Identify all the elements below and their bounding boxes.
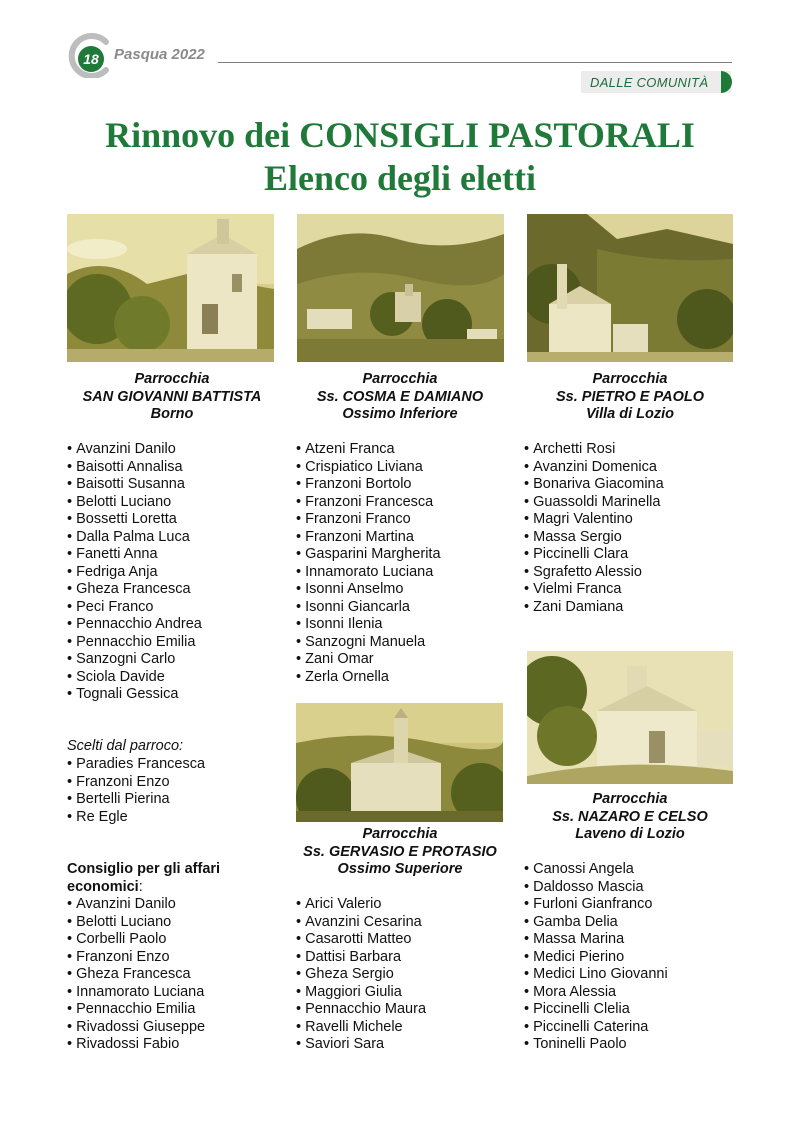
list-item: • Casarotti Matteo — [296, 931, 426, 949]
list-item: • Innamorato Luciana — [67, 984, 205, 1002]
parish-label: Parrocchia — [592, 371, 668, 387]
list-item: • Franzoni Enzo — [67, 949, 205, 967]
list-item: • Isonni Anselmo — [296, 581, 441, 599]
list-item: • Franzoni Martina — [296, 529, 441, 547]
list-item: • Zani Omar — [296, 651, 441, 669]
list-item: • Atzeni Franca — [296, 441, 441, 459]
list-item: • Rivadossi Giuseppe — [67, 1019, 205, 1037]
list-item: • Ravelli Michele — [296, 1019, 426, 1037]
list-item: • Zani Damiana — [524, 599, 664, 617]
members-list-ossimo-superiore — [296, 896, 426, 1054]
parish-name: Ss. COSMA E DAMIANO — [316, 388, 484, 405]
list-item: • Baisotti Annalisa — [67, 459, 202, 477]
issue-title: Pasqua 2022 — [114, 46, 205, 63]
photo-ossimo-superiore — [296, 703, 503, 822]
list-item: • Vielmi Franca — [524, 581, 664, 599]
chosen-list-borno — [67, 756, 205, 826]
list-item: • Isonni Ilenia — [296, 616, 441, 634]
list-item: • Franzoni Enzo — [67, 774, 205, 792]
parish-name: Ss. GERVASIO E PROTASIO — [303, 843, 497, 860]
list-item: • Furloni Gianfranco — [524, 896, 668, 914]
parish-name: SAN GIOVANNI BATTISTA — [82, 388, 262, 405]
list-item: • Magri Valentino — [524, 511, 664, 529]
parish-label: Parrocchia — [362, 371, 438, 387]
list-item: • Pennacchio Emilia — [67, 634, 202, 652]
parish-heading-villa-di-lozio — [515, 371, 745, 424]
list-item: • Dattisi Barbara — [296, 949, 426, 967]
parish-heading-ossimo-inferiore — [285, 371, 515, 424]
list-item: • Rivadossi Fabio — [67, 1036, 205, 1054]
members-list-ossimo-inferiore — [296, 441, 441, 686]
parish-name: Ss. PIETRO E PAOLO — [556, 388, 704, 405]
members-list-borno — [67, 441, 202, 704]
council-heading-text: Consiglio per gli affari economici — [67, 861, 221, 895]
list-item: • Sgrafetto Alessio — [524, 564, 664, 582]
list-item: • Franzoni Bortolo — [296, 476, 441, 494]
parish-place: Ossimo Inferiore — [342, 406, 458, 422]
list-item: • Avanzini Domenica — [524, 459, 664, 477]
parish-label: Parrocchia — [592, 791, 668, 807]
list-item: • Corbelli Paolo — [67, 931, 205, 949]
section-label: DALLE COMUNITÀ — [590, 74, 709, 90]
list-item: • Dalla Palma Luca — [67, 529, 202, 547]
list-item: • Zerla Ornella — [296, 669, 441, 687]
list-item: • Pennacchio Maura — [296, 1001, 426, 1019]
list-item: • Daldosso Mascia — [524, 879, 668, 897]
parish-heading-borno — [57, 371, 287, 424]
page-number: 18 — [78, 46, 104, 72]
photo-laveno-di-lozio — [527, 651, 733, 784]
members-list-villa-di-lozio — [524, 441, 664, 616]
list-item: • Piccinelli Clara — [524, 546, 664, 564]
list-item: • Fanetti Anna — [67, 546, 202, 564]
header-divider — [218, 62, 732, 63]
list-item: • Bertelli Pierina — [67, 791, 205, 809]
council-heading-colon: : — [138, 878, 143, 895]
parish-place: Ossimo Superiore — [337, 861, 463, 877]
members-list-laveno-di-lozio — [524, 861, 668, 1054]
list-item: • Maggiori Giulia — [296, 984, 426, 1002]
list-item: • Saviori Sara — [296, 1036, 426, 1054]
page-subtitle: Elenco degli eletti — [264, 158, 536, 198]
parish-label: Parrocchia — [362, 826, 438, 842]
list-item: • Fedriga Anja — [67, 564, 202, 582]
list-item: • Baisotti Susanna — [67, 476, 202, 494]
list-item: • Pennacchio Andrea — [67, 616, 202, 634]
list-item: • Arici Valerio — [296, 896, 426, 914]
list-item: • Franzoni Franco — [296, 511, 441, 529]
list-item: • Bonariva Giacomina — [524, 476, 664, 494]
section-tab-cap — [721, 71, 732, 93]
parish-heading-laveno-di-lozio — [515, 791, 745, 844]
list-item: • Massa Sergio — [524, 529, 664, 547]
list-item: • Gheza Francesca — [67, 966, 205, 984]
list-item: • Crispiatico Liviana — [296, 459, 441, 477]
list-item: • Paradies Francesca — [67, 756, 205, 774]
photo-ossimo-inferiore — [297, 214, 504, 362]
page-title: Rinnovo dei CONSIGLI PASTORALI — [105, 115, 695, 155]
list-item: • Tognali Gessica — [67, 686, 202, 704]
list-item: • Sanzogni Manuela — [296, 634, 441, 652]
parish-place: Laveno di Lozio — [575, 826, 685, 842]
list-item: • Belotti Luciano — [67, 494, 202, 512]
list-item: • Innamorato Luciana — [296, 564, 441, 582]
photo-borno-church — [67, 214, 274, 362]
list-item: • Bossetti Loretta — [67, 511, 202, 529]
list-item: • Gasparini Margherita — [296, 546, 441, 564]
list-item: • Medici Lino Giovanni — [524, 966, 668, 984]
list-item: • Toninelli Paolo — [524, 1036, 668, 1054]
list-item: • Franzoni Francesca — [296, 494, 441, 512]
list-item: • Re Egle — [67, 809, 205, 827]
list-item: • Avanzini Danilo — [67, 441, 202, 459]
list-item: • Massa Marina — [524, 931, 668, 949]
list-item: • Archetti Rosi — [524, 441, 664, 459]
parish-label: Parrocchia — [134, 371, 210, 387]
council-list-borno — [67, 896, 205, 1054]
photo-villa-di-lozio — [527, 214, 733, 362]
list-item: • Piccinelli Clelia — [524, 1001, 668, 1019]
chosen-heading-borno: Scelti dal parroco: — [67, 738, 184, 754]
list-item: • Avanzini Cesarina — [296, 914, 426, 932]
list-item: • Gheza Francesca — [67, 581, 202, 599]
parish-place: Villa di Lozio — [585, 406, 675, 422]
list-item: • Canossi Angela — [524, 861, 668, 879]
list-item: • Avanzini Danilo — [67, 896, 205, 914]
list-item: • Gamba Delia — [524, 914, 668, 932]
list-item: • Isonni Giancarla — [296, 599, 441, 617]
list-item: • Sanzogni Carlo — [67, 651, 202, 669]
parish-name: Ss. NAZARO E CELSO — [552, 808, 708, 825]
list-item: • Pennacchio Emilia — [67, 1001, 205, 1019]
list-item: • Gheza Sergio — [296, 966, 426, 984]
council-heading-borno — [67, 861, 267, 896]
list-item: • Mora Alessia — [524, 984, 668, 1002]
list-item: • Guassoldi Marinella — [524, 494, 664, 512]
list-item: • Belotti Luciano — [67, 914, 205, 932]
list-item: • Sciola Davide — [67, 669, 202, 687]
list-item: • Medici Pierino — [524, 949, 668, 967]
list-item: • Peci Franco — [67, 599, 202, 617]
list-item: • Piccinelli Caterina — [524, 1019, 668, 1037]
section-tab — [581, 71, 731, 93]
parish-place: Borno — [150, 406, 194, 422]
parish-heading-ossimo-superiore — [285, 826, 515, 879]
